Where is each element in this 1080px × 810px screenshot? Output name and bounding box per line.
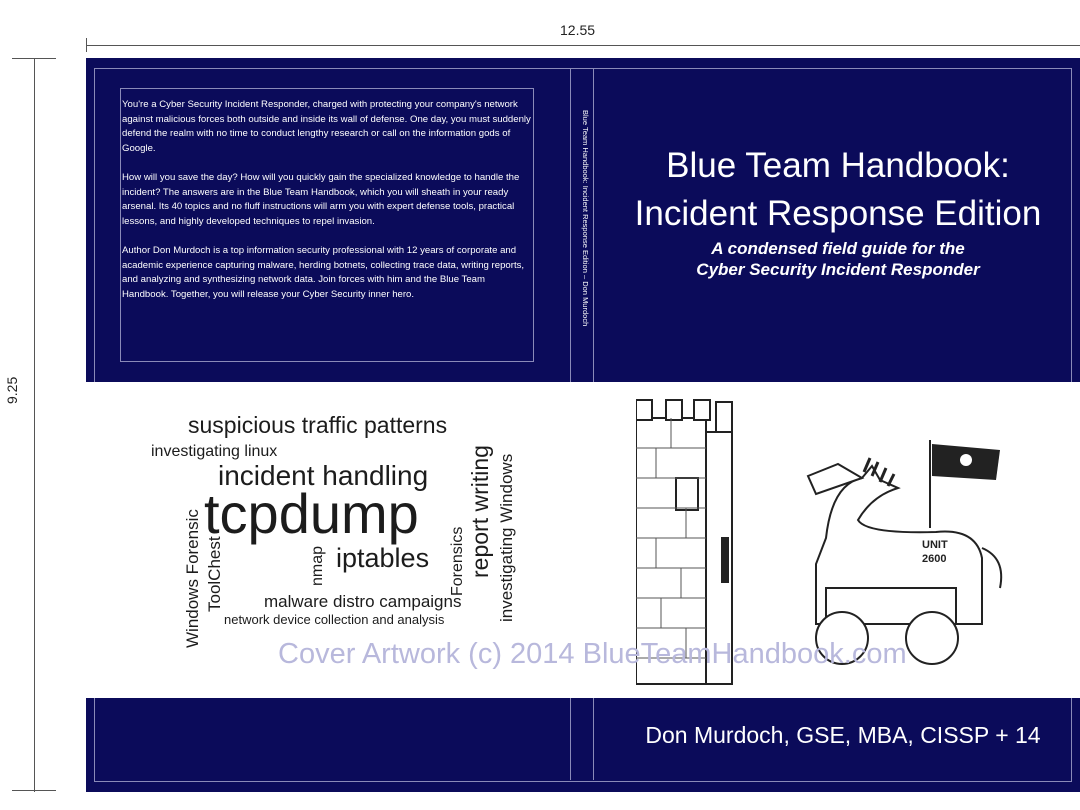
width-dimension-label: 12.55 [560, 22, 596, 38]
word-tcpdump: tcpdump [204, 482, 419, 545]
title-line-1: Blue Team Handbook: [666, 146, 1010, 185]
artwork-band [86, 382, 1080, 698]
blurb-paragraph-3: Author Don Murdoch is a top information security professional with 12 years of corporate and academic experience capturing malware, herding botnets, collecting trace data, writing reports, and analyzing and synthesizing network data. Join forces with him and the Blue Team Handbook. Together, you will release your Cyber Security inner hero. [122, 244, 525, 300]
height-dimension-tick-top [12, 58, 56, 59]
height-dimension-label: 9.25 [4, 376, 20, 404]
horse-unit-label-2: 2600 [922, 553, 947, 565]
author-line: Don Murdoch, GSE, MBA, CISSP + 14 [645, 722, 1041, 748]
subtitle-line-1: A condensed field guide for the [711, 239, 965, 258]
subtitle-line-2: Cyber Security Incident Responder [696, 260, 980, 279]
book-subtitle [596, 238, 1080, 280]
word-suspicious-traffic: suspicious traffic patterns [188, 412, 448, 438]
pirate-flag [930, 440, 1000, 528]
blurb-paragraph-1: You're a Cyber Security Incident Responder, charged with protecting your company's network against malicious forces both outside and inside its wall of defense. One day, you must suddenly defend the realm with no time to conduct lengthy research or call on the information gods of Google. [122, 99, 531, 154]
spine-title: Blue Team Handbook: Incident Response Edition – Don Murdoch [581, 110, 590, 327]
word-toolchest: ToolChest [205, 536, 224, 612]
title-line-2: Incident Response Edition [634, 194, 1042, 233]
trojan-horse [808, 464, 1001, 664]
word-forensics: Forensics [449, 526, 466, 596]
word-investigating-windows: investigating Windows [497, 453, 516, 622]
blurb-paragraph-2: How will you save the day? How will you quickly gain the specialized knowledge to handle the incident? The answers are in the Blue Team Handbook, which you will sheath in your ready arsenal. Its 40 topics and no fluff instructions will arm you with expert defense tools, practical lessons, and highly developed techniques to repel invasion. [122, 171, 520, 227]
word-malware-distro: malware distro campaigns [264, 592, 462, 611]
width-dimension-line [86, 45, 1080, 46]
book-cover [86, 58, 1080, 792]
cover-artwork-watermark: Cover Artwork (c) 2014 BlueTeamHandbook.com [278, 638, 907, 670]
horse-unit-label-1: UNIT [922, 539, 948, 551]
height-dimension-tick-bottom [12, 790, 56, 791]
book-title [596, 142, 1080, 238]
word-investigating-linux: investigating linux [151, 443, 278, 460]
word-nmap: nmap [309, 545, 326, 586]
word-incident-handling: incident handling [218, 460, 429, 491]
word-report-writing: report writing [467, 445, 493, 578]
word-network-device: network device collection and analysis [224, 612, 445, 627]
word-windows-forensic: Windows Forensic [183, 509, 202, 648]
height-dimension-line [34, 58, 35, 792]
word-iptables: iptables [336, 543, 430, 573]
width-dimension-tick-left [86, 38, 87, 52]
back-cover-blurb [122, 98, 532, 317]
